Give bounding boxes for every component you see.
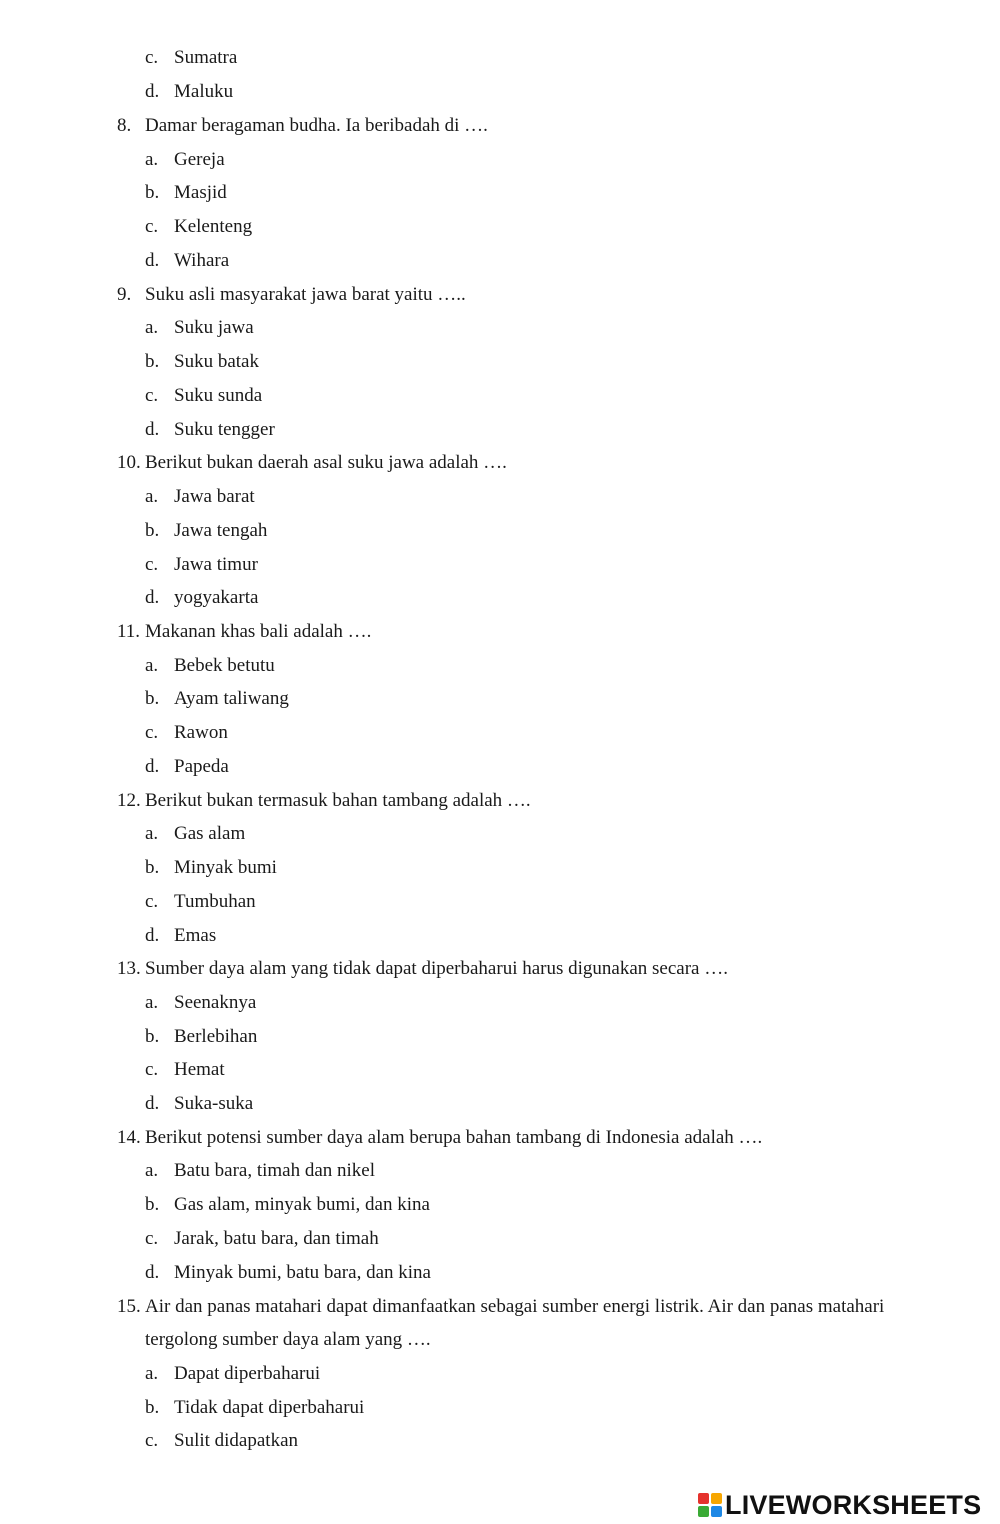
question-8: 8. Damar beragaman budha. Ia beribadah di …. bbox=[117, 115, 488, 136]
q13-option-a[interactable]: a. Seenaknya bbox=[145, 992, 257, 1013]
q12-option-c[interactable]: c. Tumbuhan bbox=[145, 891, 256, 912]
q14-option-a[interactable]: a. Batu bara, timah dan nikel bbox=[145, 1160, 376, 1181]
brand-wordmark: LIVEWORKSHEETS bbox=[725, 1490, 982, 1520]
q13-option-b[interactable]: b. Berlebihan bbox=[145, 1026, 258, 1047]
q9-option-a[interactable]: a. Suku jawa bbox=[145, 317, 254, 338]
q9-option-b[interactable]: b. Suku batak bbox=[145, 351, 259, 372]
q14-option-b[interactable]: b. Gas alam, minyak bumi, dan kina bbox=[145, 1194, 430, 1215]
q9-option-c[interactable]: c. Suku sunda bbox=[145, 385, 263, 406]
question-15-continuation: tergolong sumber daya alam yang …. bbox=[145, 1329, 431, 1350]
q11-option-d[interactable]: d. Papeda bbox=[145, 756, 229, 777]
q10-option-c[interactable]: c. Jawa timur bbox=[145, 554, 258, 575]
q13-option-c[interactable]: c. Hemat bbox=[145, 1059, 225, 1080]
option-d: d. Maluku bbox=[145, 81, 234, 102]
option-c: c. Sumatra bbox=[145, 47, 238, 68]
q14-option-c[interactable]: c. Jarak, batu bara, dan timah bbox=[145, 1228, 379, 1249]
q14-option-d[interactable]: d. Minyak bumi, batu bara, dan kina bbox=[145, 1262, 431, 1283]
question-9: 9. Suku asli masyarakat jawa barat yaitu ….. bbox=[117, 284, 466, 305]
logo-square-red bbox=[698, 1493, 709, 1504]
logo-square-green bbox=[698, 1506, 709, 1517]
q15-option-c[interactable]: c. Sulit didapatkan bbox=[145, 1430, 299, 1451]
q15-option-a[interactable]: a. Dapat diperbaharui bbox=[145, 1363, 321, 1384]
liveworksheets-brand bbox=[698, 1490, 981, 1520]
question-14: 14. Berikut potensi sumber daya alam berupa bahan tambang di Indonesia adalah …. bbox=[117, 1127, 763, 1148]
q15-option-b[interactable]: b. Tidak dapat diperbaharui bbox=[145, 1397, 365, 1418]
question-13: 13. Sumber daya alam yang tidak dapat diperbaharui harus digunakan secara …. bbox=[117, 958, 728, 979]
q8-option-d[interactable]: d. Wihara bbox=[145, 250, 230, 271]
question-10: 10. Berikut bukan daerah asal suku jawa adalah …. bbox=[117, 452, 507, 473]
q8-option-b[interactable]: b. Masjid bbox=[145, 182, 227, 203]
question-11: 11. Makanan khas bali adalah …. bbox=[117, 621, 372, 642]
q10-option-d[interactable]: d. yogyakarta bbox=[145, 587, 259, 608]
q9-option-d[interactable]: d. Suku tengger bbox=[145, 419, 275, 440]
q10-option-b[interactable]: b. Jawa tengah bbox=[145, 520, 268, 541]
q11-option-b[interactable]: b. Ayam taliwang bbox=[145, 688, 289, 709]
q13-option-d[interactable]: d. Suka-suka bbox=[145, 1093, 254, 1114]
q8-option-c[interactable]: c. Kelenteng bbox=[145, 216, 253, 237]
q12-option-b[interactable]: b. Minyak bumi bbox=[145, 857, 277, 878]
question-15: 15. Air dan panas matahari dapat dimanfaatkan sebagai sumber energi listrik. Air dan panas matahari bbox=[117, 1296, 885, 1317]
q11-option-a[interactable]: a. Bebek betutu bbox=[145, 655, 275, 676]
q12-option-d[interactable]: d. Emas bbox=[145, 925, 217, 946]
liveworksheets-logo-icon bbox=[698, 1493, 722, 1517]
q11-option-c[interactable]: c. Rawon bbox=[145, 722, 228, 743]
question-12: 12. Berikut bukan termasuk bahan tambang adalah …. bbox=[117, 790, 531, 811]
q10-option-a[interactable]: a. Jawa barat bbox=[145, 486, 255, 507]
q8-option-a[interactable]: a. Gereja bbox=[145, 149, 225, 170]
logo-square-blue bbox=[711, 1506, 722, 1517]
logo-square-orange bbox=[711, 1493, 722, 1504]
q12-option-a[interactable]: a. Gas alam bbox=[145, 823, 246, 844]
